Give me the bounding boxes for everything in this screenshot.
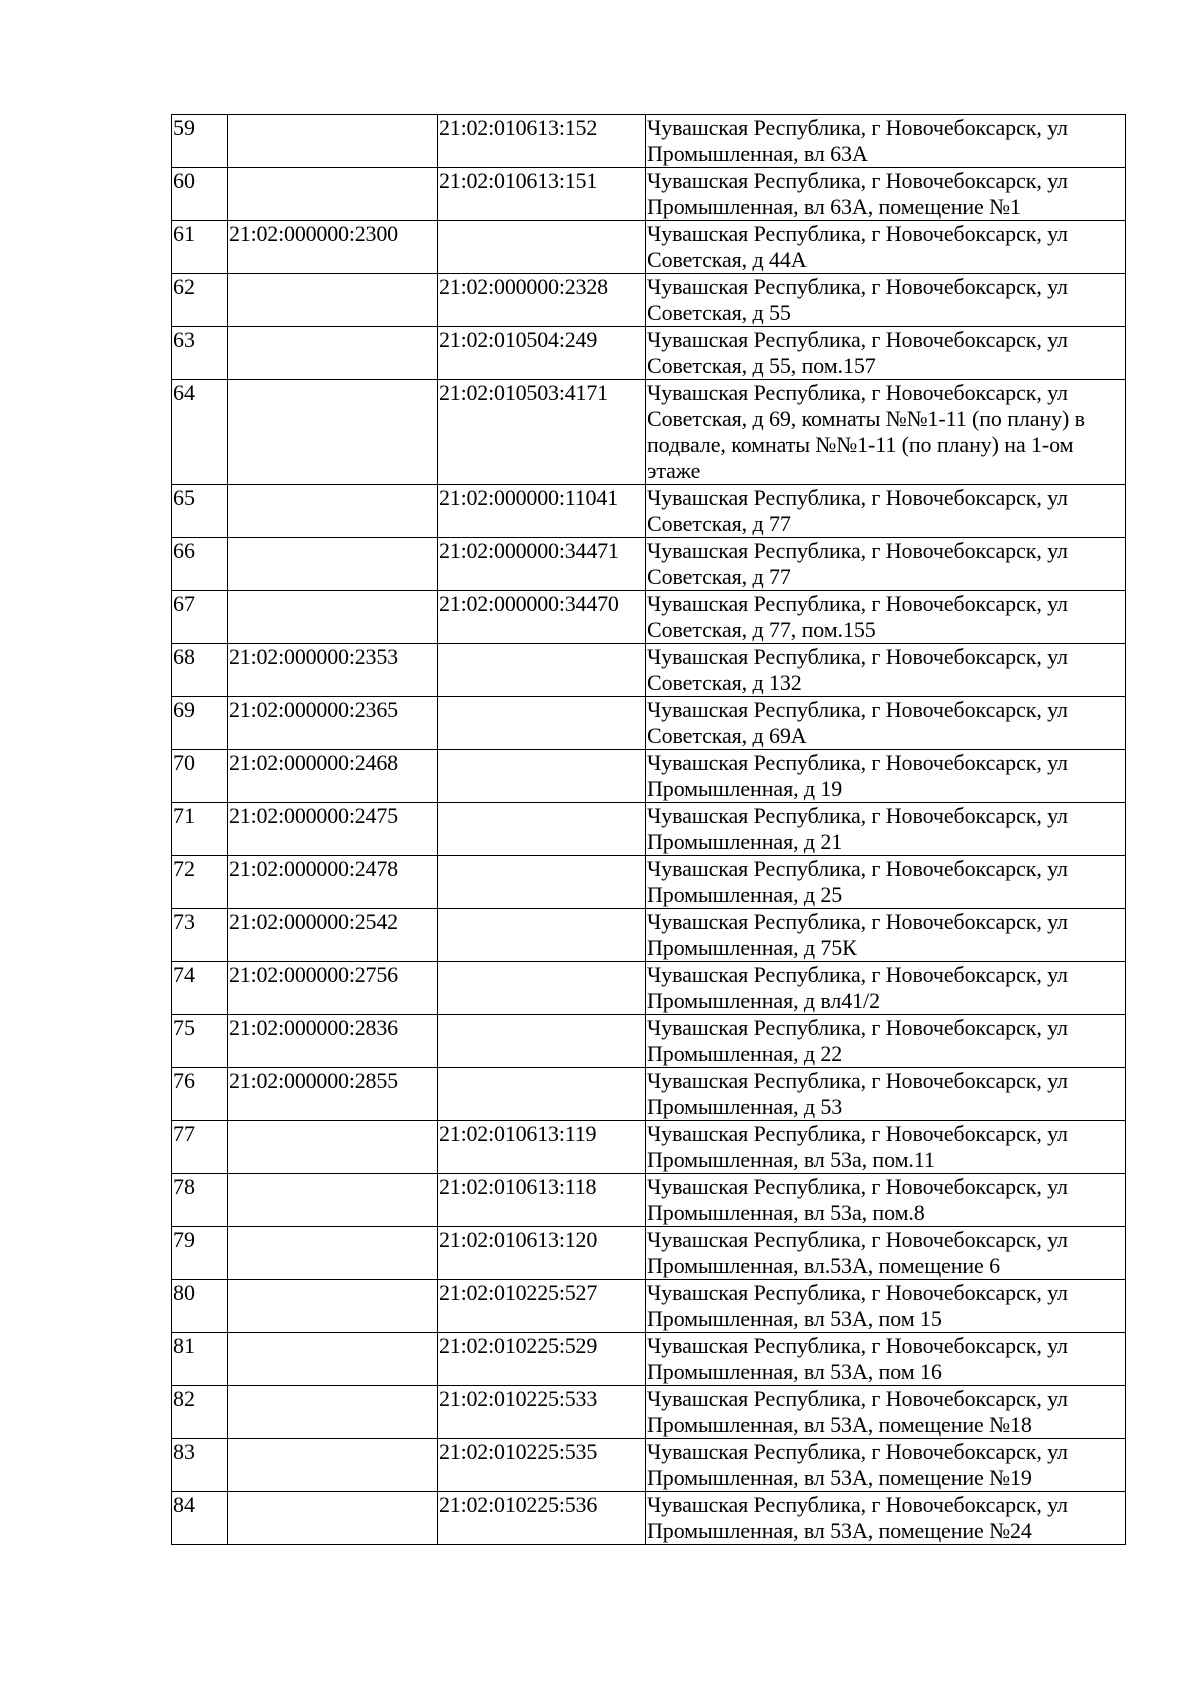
address-cell: Чувашская Республика, г Новочебоксарск, ул Промышленная, вл 53а, пом.8 — [646, 1174, 1126, 1227]
table-row — [172, 1280, 1126, 1333]
address-cell: Чувашская Республика, г Новочебоксарск, ул Советская, д 132 — [646, 644, 1126, 697]
land-cadastral-number-cell: 21:02:000000:2756 — [228, 962, 438, 1015]
object-cadastral-number-cell: 21:02:010504:249 — [438, 327, 646, 380]
address-cell: Чувашская Республика, г Новочебоксарск, ул Советская, д 69А — [646, 697, 1126, 750]
land-cadastral-number-cell: 21:02:000000:2475 — [228, 803, 438, 856]
row-number-cell: 72 — [172, 856, 228, 909]
table-row — [172, 274, 1126, 327]
table-row — [172, 168, 1126, 221]
row-number-cell: 82 — [172, 1386, 228, 1439]
land-cadastral-number-cell: 21:02:000000:2365 — [228, 697, 438, 750]
object-cadastral-number-cell — [438, 909, 646, 962]
row-number-cell: 64 — [172, 380, 228, 485]
object-cadastral-number-cell: 21:02:000000:34470 — [438, 591, 646, 644]
row-number-cell: 60 — [172, 168, 228, 221]
address-cell: Чувашская Республика, г Новочебоксарск, ул Промышленная, д 22 — [646, 1015, 1126, 1068]
table-row — [172, 962, 1126, 1015]
object-cadastral-number-cell — [438, 221, 646, 274]
table-row — [172, 1015, 1126, 1068]
land-cadastral-number-cell — [228, 538, 438, 591]
row-number-cell: 67 — [172, 591, 228, 644]
row-number-cell: 68 — [172, 644, 228, 697]
table-row — [172, 697, 1126, 750]
table-row — [172, 380, 1126, 485]
address-cell: Чувашская Республика, г Новочебоксарск, ул Промышленная, вл 53А, пом 16 — [646, 1333, 1126, 1386]
land-cadastral-number-cell — [228, 591, 438, 644]
row-number-cell: 81 — [172, 1333, 228, 1386]
object-cadastral-number-cell: 21:02:010225:535 — [438, 1439, 646, 1492]
address-cell: Чувашская Республика, г Новочебоксарск, ул Советская, д 77, пом.155 — [646, 591, 1126, 644]
row-number-cell: 83 — [172, 1439, 228, 1492]
land-cadastral-number-cell: 21:02:000000:2542 — [228, 909, 438, 962]
land-cadastral-number-cell — [228, 168, 438, 221]
object-cadastral-number-cell — [438, 962, 646, 1015]
object-cadastral-number-cell — [438, 803, 646, 856]
object-cadastral-number-cell: 21:02:010225:529 — [438, 1333, 646, 1386]
land-cadastral-number-cell — [228, 115, 438, 168]
table-row — [172, 1174, 1126, 1227]
row-number-cell: 70 — [172, 750, 228, 803]
address-cell: Чувашская Республика, г Новочебоксарск, ул Промышленная, д 19 — [646, 750, 1126, 803]
address-cell: Чувашская Республика, г Новочебоксарск, ул Промышленная, вл.53А, помещение 6 — [646, 1227, 1126, 1280]
land-cadastral-number-cell — [228, 1333, 438, 1386]
address-cell: Чувашская Республика, г Новочебоксарск, ул Промышленная, д 75К — [646, 909, 1126, 962]
row-number-cell: 84 — [172, 1492, 228, 1545]
address-cell: Чувашская Республика, г Новочебоксарск, ул Промышленная, вл 63А, помещение №1 — [646, 168, 1126, 221]
table-row — [172, 1121, 1126, 1174]
land-cadastral-number-cell: 21:02:000000:2353 — [228, 644, 438, 697]
row-number-cell: 61 — [172, 221, 228, 274]
address-cell: Чувашская Республика, г Новочебоксарск, ул Промышленная, вл 53А, помещение №18 — [646, 1386, 1126, 1439]
address-cell: Чувашская Республика, г Новочебоксарск, ул Промышленная, вл 63А — [646, 115, 1126, 168]
object-cadastral-number-cell: 21:02:010613:120 — [438, 1227, 646, 1280]
object-cadastral-number-cell: 21:02:010613:119 — [438, 1121, 646, 1174]
land-cadastral-number-cell: 21:02:000000:2478 — [228, 856, 438, 909]
object-cadastral-number-cell: 21:02:010225:527 — [438, 1280, 646, 1333]
object-cadastral-number-cell: 21:02:000000:2328 — [438, 274, 646, 327]
land-cadastral-number-cell: 21:02:000000:2855 — [228, 1068, 438, 1121]
row-number-cell: 79 — [172, 1227, 228, 1280]
object-cadastral-number-cell: 21:02:000000:11041 — [438, 485, 646, 538]
object-cadastral-number-cell: 21:02:010503:4171 — [438, 380, 646, 485]
land-cadastral-number-cell — [228, 1280, 438, 1333]
table-row — [172, 538, 1126, 591]
row-number-cell: 75 — [172, 1015, 228, 1068]
land-cadastral-number-cell: 21:02:000000:2836 — [228, 1015, 438, 1068]
land-cadastral-number-cell — [228, 274, 438, 327]
property-registry-table — [171, 114, 1126, 1545]
object-cadastral-number-cell: 21:02:010225:533 — [438, 1386, 646, 1439]
table-row — [172, 803, 1126, 856]
row-number-cell: 80 — [172, 1280, 228, 1333]
row-number-cell: 65 — [172, 485, 228, 538]
address-cell: Чувашская Республика, г Новочебоксарск, ул Советская, д 69, комнаты №№1-11 (по плану) в подвале, комнаты №№1-11 (по плану) на 1-ом этаже — [646, 380, 1126, 485]
table-row — [172, 591, 1126, 644]
land-cadastral-number-cell — [228, 1227, 438, 1280]
table-row — [172, 750, 1126, 803]
row-number-cell: 74 — [172, 962, 228, 1015]
object-cadastral-number-cell: 21:02:010613:118 — [438, 1174, 646, 1227]
row-number-cell: 78 — [172, 1174, 228, 1227]
land-cadastral-number-cell — [228, 1492, 438, 1545]
address-cell: Чувашская Республика, г Новочебоксарск, ул Промышленная, вл 53а, пом.11 — [646, 1121, 1126, 1174]
object-cadastral-number-cell — [438, 1068, 646, 1121]
row-number-cell: 69 — [172, 697, 228, 750]
land-cadastral-number-cell — [228, 485, 438, 538]
table-row — [172, 327, 1126, 380]
address-cell: Чувашская Республика, г Новочебоксарск, ул Промышленная, д вл41/2 — [646, 962, 1126, 1015]
object-cadastral-number-cell — [438, 644, 646, 697]
table-row — [172, 485, 1126, 538]
row-number-cell: 63 — [172, 327, 228, 380]
registry-table-body — [172, 115, 1126, 1545]
object-cadastral-number-cell — [438, 856, 646, 909]
row-number-cell: 76 — [172, 1068, 228, 1121]
land-cadastral-number-cell: 21:02:000000:2300 — [228, 221, 438, 274]
table-row — [172, 1333, 1126, 1386]
object-cadastral-number-cell: 21:02:010225:536 — [438, 1492, 646, 1545]
object-cadastral-number-cell: 21:02:010613:152 — [438, 115, 646, 168]
address-cell: Чувашская Республика, г Новочебоксарск, ул Советская, д 55, пом.157 — [646, 327, 1126, 380]
land-cadastral-number-cell — [228, 1174, 438, 1227]
address-cell: Чувашская Республика, г Новочебоксарск, ул Советская, д 55 — [646, 274, 1126, 327]
object-cadastral-number-cell — [438, 1015, 646, 1068]
land-cadastral-number-cell — [228, 1439, 438, 1492]
row-number-cell: 73 — [172, 909, 228, 962]
object-cadastral-number-cell — [438, 750, 646, 803]
table-row — [172, 1386, 1126, 1439]
table-row — [172, 115, 1126, 168]
table-row — [172, 1492, 1126, 1545]
address-cell: Чувашская Республика, г Новочебоксарск, ул Промышленная, вл 53А, помещение №19 — [646, 1439, 1126, 1492]
land-cadastral-number-cell — [228, 1386, 438, 1439]
address-cell: Чувашская Республика, г Новочебоксарск, ул Промышленная, вл 53А, помещение №24 — [646, 1492, 1126, 1545]
row-number-cell: 77 — [172, 1121, 228, 1174]
address-cell: Чувашская Республика, г Новочебоксарск, ул Промышленная, д 25 — [646, 856, 1126, 909]
object-cadastral-number-cell: 21:02:010613:151 — [438, 168, 646, 221]
table-row — [172, 909, 1126, 962]
address-cell: Чувашская Республика, г Новочебоксарск, ул Промышленная, д 21 — [646, 803, 1126, 856]
address-cell: Чувашская Республика, г Новочебоксарск, ул Промышленная, вл 53А, пом 15 — [646, 1280, 1126, 1333]
address-cell: Чувашская Республика, г Новочебоксарск, ул Советская, д 77 — [646, 538, 1126, 591]
row-number-cell: 59 — [172, 115, 228, 168]
table-row — [172, 1068, 1126, 1121]
table-row — [172, 221, 1126, 274]
address-cell: Чувашская Республика, г Новочебоксарск, ул Советская, д 77 — [646, 485, 1126, 538]
table-row — [172, 1227, 1126, 1280]
row-number-cell: 71 — [172, 803, 228, 856]
table-row — [172, 644, 1126, 697]
address-cell: Чувашская Республика, г Новочебоксарск, ул Промышленная, д 53 — [646, 1068, 1126, 1121]
land-cadastral-number-cell: 21:02:000000:2468 — [228, 750, 438, 803]
address-cell: Чувашская Республика, г Новочебоксарск, ул Советская, д 44А — [646, 221, 1126, 274]
row-number-cell: 66 — [172, 538, 228, 591]
land-cadastral-number-cell — [228, 1121, 438, 1174]
land-cadastral-number-cell — [228, 327, 438, 380]
table-row — [172, 1439, 1126, 1492]
row-number-cell: 62 — [172, 274, 228, 327]
land-cadastral-number-cell — [228, 380, 438, 485]
object-cadastral-number-cell: 21:02:000000:34471 — [438, 538, 646, 591]
table-row — [172, 856, 1126, 909]
object-cadastral-number-cell — [438, 697, 646, 750]
